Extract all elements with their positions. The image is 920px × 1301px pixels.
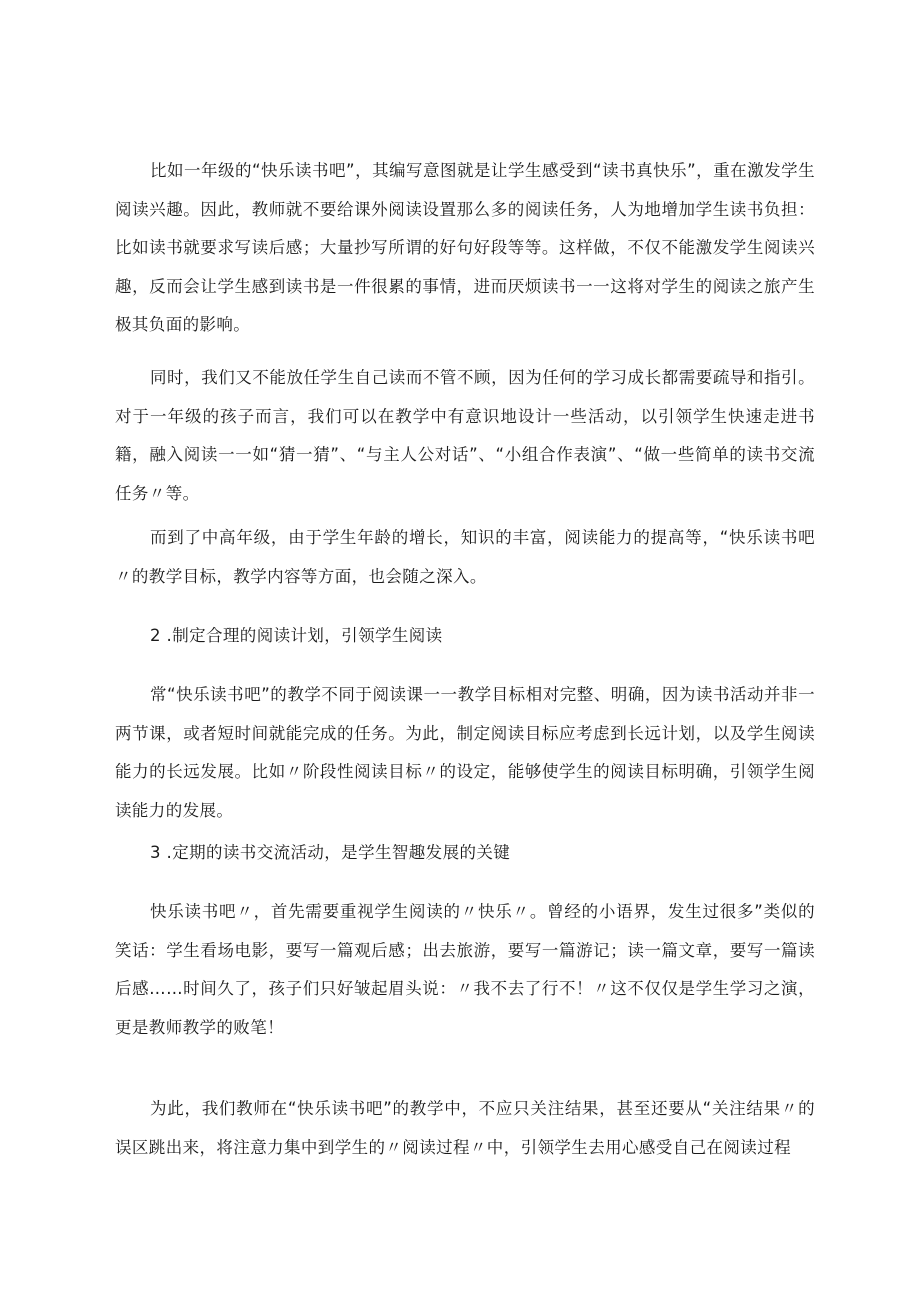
- section-heading-reading-plan: 2 .制定合理的阅读计划，引领学生阅读: [150, 626, 443, 645]
- paragraph-reading-plan: 常“快乐读书吧”的教学不同于阅读课一一教学目标相对完整、明确，因为读书活动并非一两节课，或者短时间就能完成的任务。为此，制定阅读目标应考虑到长远计划，以及学生阅读能力的长远发展。比如〃阶段性阅读目标〃的设定，能够使学生的阅读目标明确，引领学生阅读能力的发展。: [115, 685, 815, 820]
- paragraph-reading-joy: 快乐读书吧〃，首先需要重视学生阅读的〃快乐〃。曾经的小语界，发生过很多”类似的笑话：学生看场电影，要写一篇观后感；出去旅游，要写一篇游记；读一篇文章，要写一篇读后感……时间久了，孩子们只好皱起眉头说：〃我不去了行不！〃这不仅仅是学生学习之演，更是教师教学的败笔！: [115, 902, 815, 1037]
- paragraph-upper-grades: 而到了中高年级，由于学生年龄的增长，知识的丰富，阅读能力的提高等，“快乐读书吧〃的教学目标，教学内容等方面，也会随之深入。: [115, 528, 815, 586]
- paragraph-grade-one-reading: 比如一年级的“快乐读书吧”，其编写意图就是让学生感受到“读书真快乐”，重在激发学生阅读兴趣。因此，教师就不要给课外阅读设置那么多的阅读任务，人为地增加学生读书负担：比如读书就要求写读后感；大量抄写所谓的好句好段等等。这样做，不仅不能激发学生阅读兴趣，反而会让学生感到读书是一件很累的事情，进而厌烦读书一一这将对学生的阅读之旅产生极其负面的影响。: [115, 161, 815, 334]
- paragraph-guided-activities: 同时，我们又不能放任学生自己读而不管不顾，因为任何的学习成长都需要疏导和指引。对于一年级的孩子而言，我们可以在教学中有意识地设计一些活动，以引领学生快速走进书籍，融入阅读一一如“猜一猜”、“与主人公对话”、“小组合作表演”、“做一些简单的读书交流任务〃等。: [115, 368, 815, 503]
- paragraph-reading-process: 为此，我们教师在“快乐读书吧”的教学中，不应只关注结果，甚至还要从“关注结果〃的误区跳出来，将注意力集中到学生的〃阅读过程〃中，引领学生去用心感受自己在阅读过程: [115, 1099, 815, 1157]
- section-heading-reading-exchange: 3 .定期的读书交流活动，是学生智趣发展的关键: [150, 843, 511, 862]
